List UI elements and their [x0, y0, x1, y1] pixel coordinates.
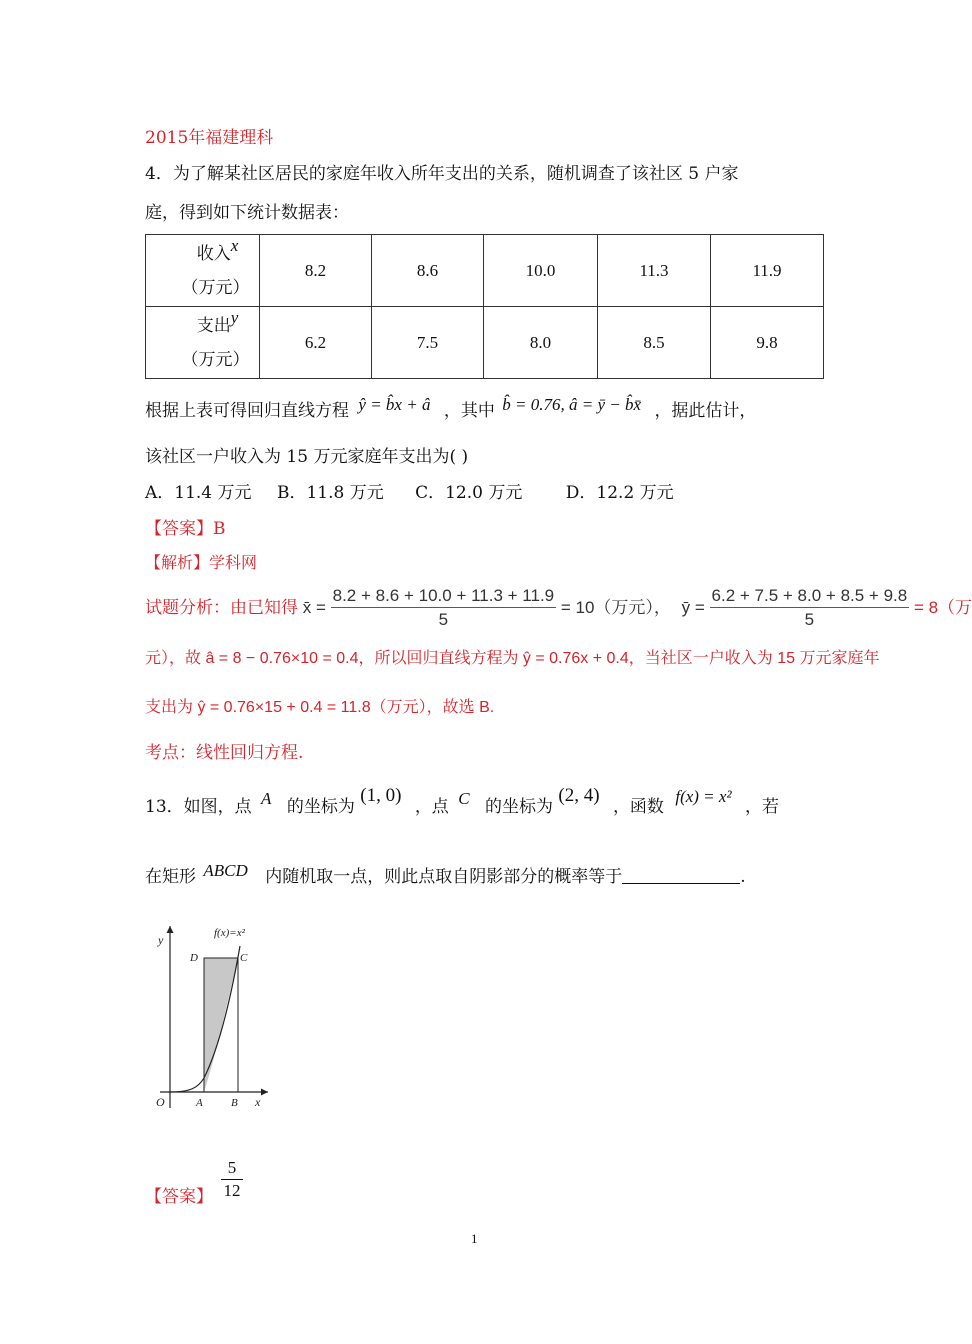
ybar-fraction [710, 585, 910, 632]
table-cell: 6.2 [260, 307, 372, 379]
q13-answer-label: 【答案】 [145, 1187, 213, 1207]
q4-kaodian: 考点：线性回归方程. [145, 743, 304, 763]
q13-text: ，若 [744, 797, 779, 817]
coord-c: (2, 4) [558, 785, 600, 806]
xbar-fraction [331, 585, 557, 632]
var-x: x [230, 235, 239, 255]
analysis-line1 [145, 584, 972, 632]
row-label: 支出 [196, 315, 231, 335]
q4-regression-line [145, 395, 757, 422]
q13-text: 在矩形 [145, 867, 196, 887]
q4-line2: 庭，得到如下统计数据表： [145, 203, 349, 223]
q13-text: ，函数 [612, 797, 664, 817]
table-cell: 8.6 [372, 235, 484, 307]
ybar-numerator: 6.2 + 7.5 + 8.0 + 8.5 + 9.8 [710, 585, 910, 608]
row-unit: （万元） [181, 349, 250, 369]
function-figure [140, 918, 280, 1118]
q13-text: 13．如图，点 [145, 797, 252, 817]
option-a: A．11.4 万元 [145, 483, 252, 503]
analysis-line3: 支出为 ŷ = 0.76×15 + 0.4 = 11.8（万元），故选 B. [145, 699, 495, 716]
analysis-prefix: 试题分析：由已知得 [145, 598, 298, 617]
q13-text: . [740, 867, 746, 887]
q13-text: 的坐标为 [484, 797, 553, 817]
q4-answer: 【答案】B [145, 519, 226, 539]
point-c: C [458, 789, 470, 808]
label-c: C [240, 952, 248, 964]
function-expr: f(x) = x² [675, 787, 732, 806]
x-axis-label: x [255, 1095, 261, 1109]
ybar-lhs: ȳ = [681, 598, 705, 617]
q13-text: 内随机取一点，则此点取自阴影部分的概率等于 [265, 867, 623, 887]
table-cell: 11.3 [598, 235, 711, 307]
regress-params: b̂ = 0.76, â = ȳ − b̂x̄ [502, 395, 642, 414]
q13-text: 的坐标为 [286, 797, 355, 817]
option-b: B．11.8 万元 [276, 483, 384, 503]
q4-analysis-label: 【解析】学科网 [145, 555, 258, 572]
xbar-rhs: = 10（万元）， [560, 598, 671, 617]
row-header-income [146, 235, 260, 307]
table-cell: 8.0 [484, 307, 598, 379]
q13-answer-fraction [221, 1157, 243, 1202]
y-axis-label: y [158, 933, 164, 947]
analysis-line2: 元），故 â = 8 − 0.76×10 = 0.4，所以回归直线方程为 ŷ = 0.76x + 0.4，当社区一户收入为 15 万元家庭年 [145, 650, 880, 667]
option-d: D．12.2 万元 [565, 483, 674, 503]
xbar-numerator: 8.2 + 8.6 + 10.0 + 11.3 + 11.9 [331, 585, 557, 608]
table-cell: 8.2 [260, 235, 372, 307]
table-cell: 11.9 [711, 235, 824, 307]
option-c: C．12.0 万元 [415, 483, 523, 503]
q13-line1 [145, 785, 779, 818]
regress-text: 根据上表可得回归直线方程 [145, 401, 349, 421]
fraction-denominator: 12 [223, 1181, 241, 1200]
fraction-numerator: 5 [221, 1157, 243, 1180]
rect-name: ABCD [203, 861, 248, 880]
var-y: y [230, 307, 239, 327]
table-row [146, 307, 824, 379]
table-cell: 8.5 [598, 307, 711, 379]
table-cell: 9.8 [711, 307, 824, 379]
q4-line4: 该社区一户收入为 15 万元家庭年支出为( ) [145, 447, 469, 467]
row-unit: （万元） [181, 277, 250, 297]
section-title: 2015年福建理科 [145, 128, 274, 148]
q13-text: ，点 [414, 797, 449, 817]
shaded-region [204, 958, 238, 1092]
regress-text: ，其中 [443, 401, 495, 421]
xbar-lhs: x̄ = [302, 598, 326, 617]
q4-line1: 4．为了解某社区居民的家庭年收入所年支出的关系，随机调查了该社区 5 户家 [145, 164, 739, 184]
table-cell: 7.5 [372, 307, 484, 379]
label-b: B [231, 1097, 238, 1109]
q4-options [145, 482, 674, 504]
curve-label: f(x)=x² [214, 927, 245, 939]
ybar-denominator: 5 [804, 610, 815, 630]
label-a: A [196, 1097, 203, 1109]
label-d: D [190, 952, 198, 964]
page-number: 1 [471, 1231, 478, 1246]
xbar-denominator: 5 [438, 610, 449, 630]
q13-line2 [145, 861, 746, 888]
table-row [146, 235, 824, 307]
ybar-rhs: = 8（万 [913, 598, 972, 617]
regress-equation: ŷ = b̂x + â [358, 395, 431, 414]
point-a: A [261, 789, 272, 808]
answer-blank [622, 867, 740, 884]
data-table [145, 234, 824, 379]
coord-a: (1, 0) [360, 785, 402, 806]
row-label: 收入 [196, 243, 231, 263]
regress-text: ，据此估计， [654, 401, 757, 421]
table-cell: 10.0 [484, 235, 598, 307]
row-header-expense [146, 307, 260, 379]
origin-label: O [156, 1095, 165, 1109]
